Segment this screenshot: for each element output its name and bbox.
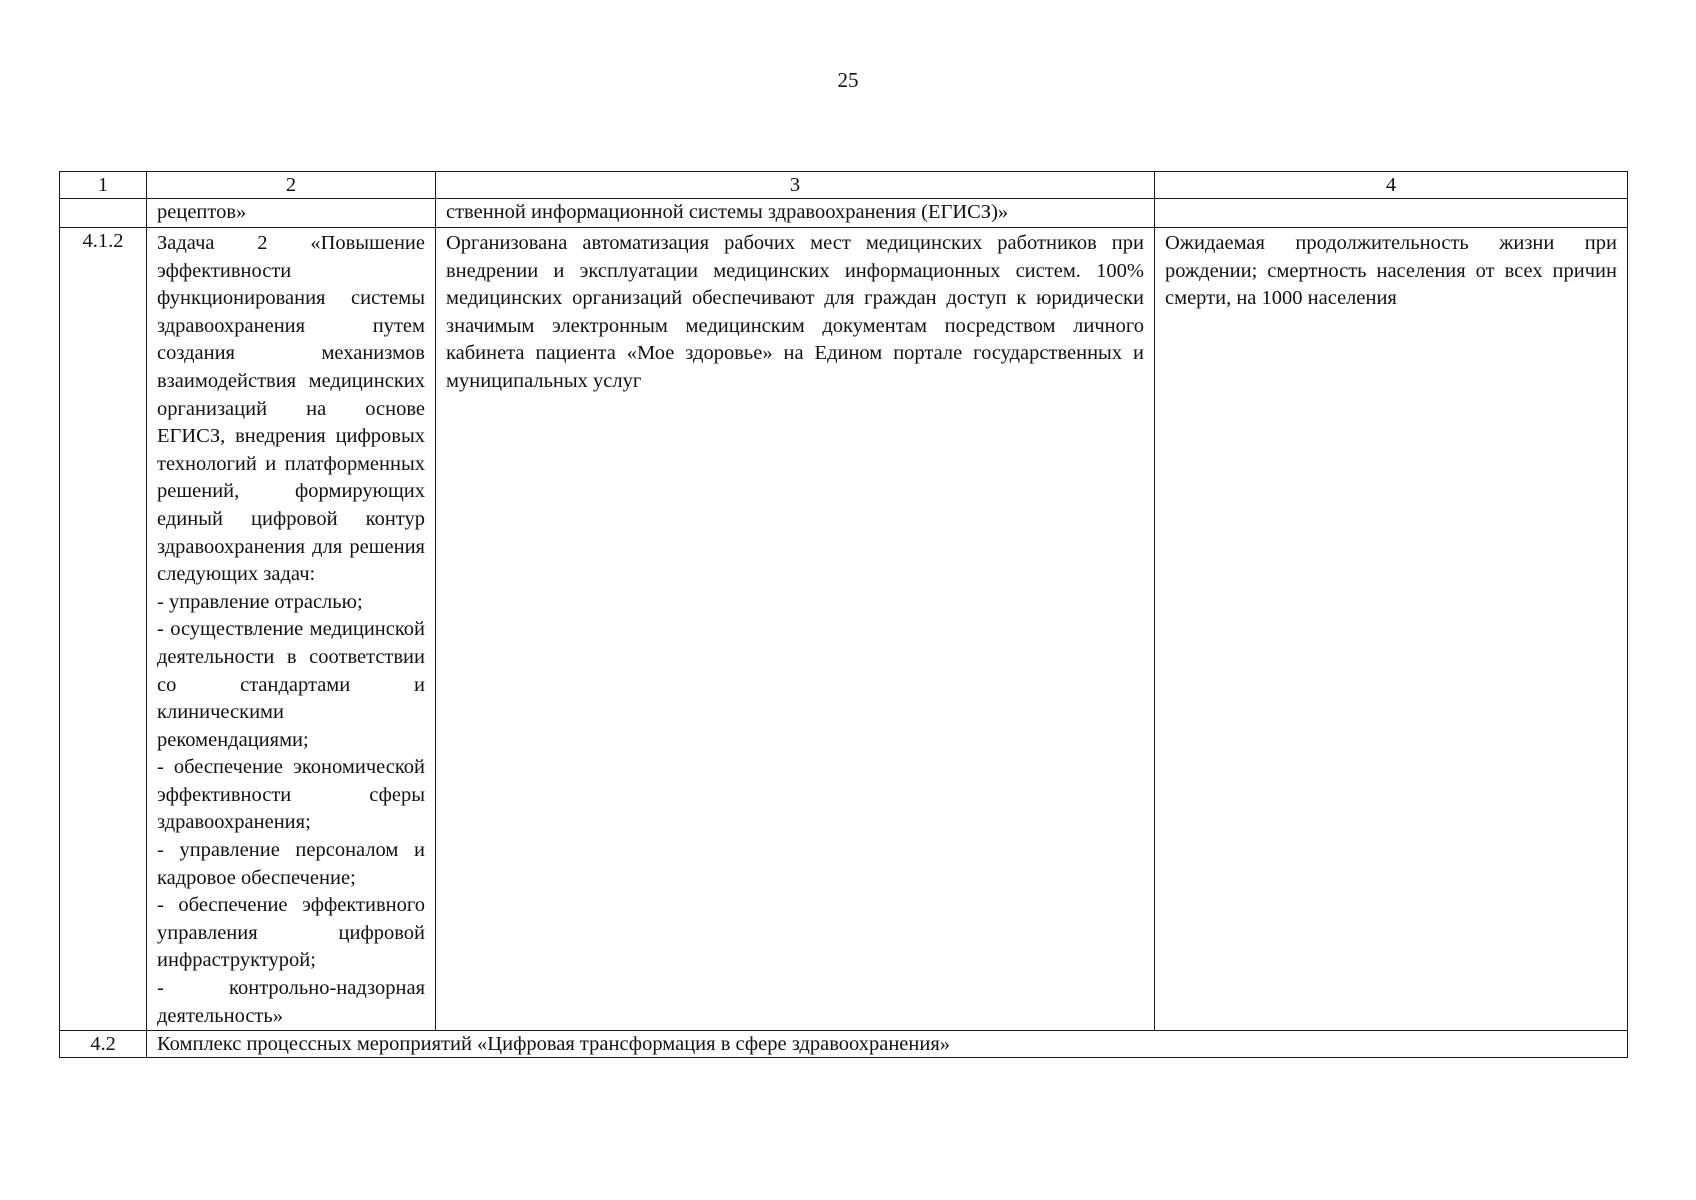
process-complex-title-cell: Комплекс процессных мероприятий «Цифровая трансформация в сфере здравоохранения» — [147, 1031, 1628, 1058]
task-item: - осуществление медицинской деятельности в соответствии со стандартами и клиническими рекомендациями; — [157, 618, 425, 751]
document-table — [59, 171, 1628, 1058]
cont-cell-indicator — [1155, 199, 1628, 228]
task-item: - обеспечение экономической эффективности сферы здравоохранения; — [157, 756, 425, 834]
task-intro-text: Задача 2 «Повышение эффективности функционирования системы здравоохранения путем создания механизмов взаимодействия медицинских организаций на основе ЕГИСЗ, внедрения цифровых технологий и платформенных решений, формирующих единый цифровой контур здравоохранения для решения следующих задач: — [157, 232, 425, 586]
table-row-4-1-2 — [60, 228, 1628, 1031]
task-item: - обеспечение эффективного управления цифровой инфраструктурой; — [157, 894, 425, 972]
table-row-continuation — [60, 199, 1628, 228]
header-cell-2: 2 — [147, 172, 436, 199]
header-cell-3: 3 — [436, 172, 1155, 199]
page-number: 25 — [837, 68, 859, 92]
cont-cell-task: рецептов» — [147, 199, 436, 228]
indicator-cell: Ожидаемая продолжительность жизни при рождении; смертность населения от всех причин смерти, на 1000 населения — [1155, 228, 1628, 1031]
table-header-row — [60, 172, 1628, 199]
result-description-cell: Организована автоматизация рабочих мест медицинских работников при внедрении и эксплуатации медицинских информационных систем. 100% медицинских организаций обеспечивают для граждан доступ к юридически значимым электронным медицинским документам посредством личного кабинета пациента «Мое здоровье» на Едином портале государственных и муниципальных услуг — [436, 228, 1155, 1031]
task-item: - контрольно-надзорная деятельность» — [157, 977, 425, 1027]
row-number-cell: 4.2 — [60, 1031, 147, 1058]
header-cell-1: 1 — [60, 172, 147, 199]
table-row-4-2 — [60, 1031, 1628, 1058]
cont-cell-result: ственной информационной системы здравоохранения (ЕГИСЗ)» — [436, 199, 1155, 228]
task-item: - управление персоналом и кадровое обеспечение; — [157, 839, 425, 889]
task-item: - управление отраслью; — [157, 590, 363, 613]
task-description-cell — [147, 228, 436, 1031]
header-cell-4: 4 — [1155, 172, 1628, 199]
row-number-cell: 4.1.2 — [60, 228, 147, 1031]
cont-cell-number — [60, 199, 147, 228]
